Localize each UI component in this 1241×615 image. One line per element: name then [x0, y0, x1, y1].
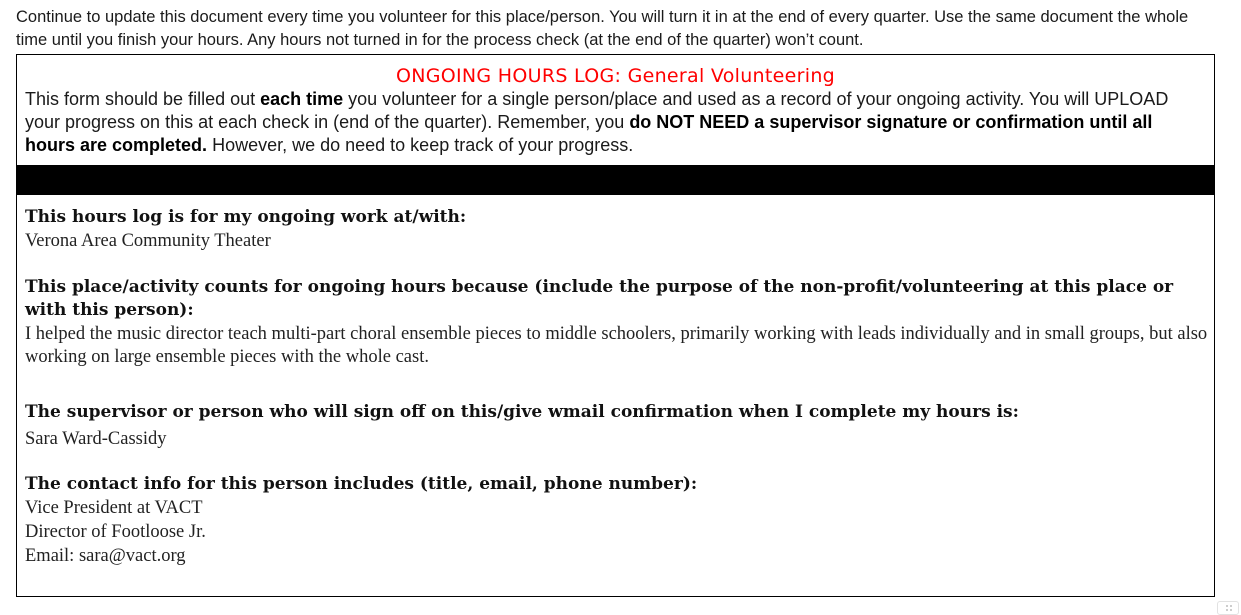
- hours-log-table: [16, 54, 1215, 597]
- contact-title-line[interactable]: Vice President at VACT: [25, 498, 203, 518]
- contact-role-line[interactable]: Director of Footloose Jr.: [25, 522, 206, 542]
- place-value[interactable]: Verona Area Community Theater: [25, 231, 271, 251]
- form-title: ONGOING HOURS LOG: General Volunteering: [395, 65, 836, 87]
- contact-label: The contact info for this person includes (title, email, phone number):: [25, 474, 698, 494]
- desc-text-1: This form should be filled out: [25, 89, 261, 109]
- supervisor-label: The supervisor or person who will sign off on this/give wmail confirmation when I complete my hours is:: [25, 402, 1019, 422]
- desc-bold-no-signature: do NOT NEED a supervisor signature or confirmation until all hours are completed.: [25, 112, 1153, 155]
- desc-text-3: However, we do need to keep track of your progress.: [207, 135, 634, 155]
- place-label: This hours log is for my ongoing work at/with:: [25, 207, 467, 227]
- purpose-label: This place/activity counts for ongoing hours because (include the purpose of the non-profit/volunteering at this place or with this person):: [25, 277, 1174, 320]
- contact-email-line[interactable]: Email: sara@vact.org: [25, 546, 186, 566]
- black-divider-bar: [17, 165, 1214, 195]
- instructions-text: Continue to update this document every time you volunteer for this place/person. You will turn it in at the end of every quarter. Use the same document the whole time until you finish your hours. Any hours not turned in for the process check (at the end of the quarter) won’t count.: [16, 8, 1189, 49]
- supervisor-value[interactable]: Sara Ward-Cassidy: [25, 429, 167, 449]
- purpose-value[interactable]: I helped the music director teach multi-part choral ensemble pieces to middle schoolers, primarily working with leads individually and in small groups, but also working on large ensemble pieces with the whole cast.: [25, 324, 1208, 367]
- desc-bold-each-time: each time: [260, 89, 344, 109]
- form-description: [25, 88, 1205, 157]
- desc-text-2: you volunteer for a single person/place and used as a record of your ongoing activity. You will UPLOAD your progress on this at each check in (end of the quarter). Remember, you: [25, 89, 1169, 132]
